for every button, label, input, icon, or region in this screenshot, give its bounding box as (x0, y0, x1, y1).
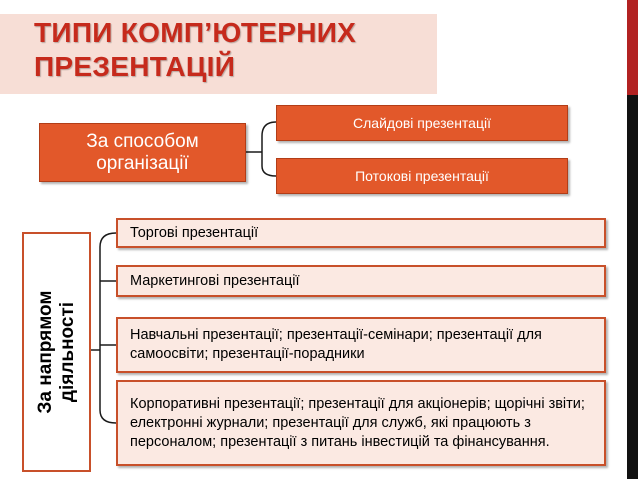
activity-item-label: Навчальні презентації; презентації-семінари; презентації для самоосвіти; презентації-порадники (130, 327, 542, 362)
activity-connector-bracket (100, 233, 116, 423)
activity-category-box (23, 233, 90, 471)
activity-item-label: Корпоративні презентації; презентації для акціонерів; щорічні звіти; електронні журнали; презентації для служб, які працюють з персоналом; презентації з питань інвестицій та фінансування. (130, 395, 585, 450)
organization-item-label: Слайдові презентації (353, 115, 491, 131)
organization-category-label: За способом організації (86, 130, 199, 174)
activity-item-label: Маркетингові презентації (130, 272, 300, 289)
organization-item-slides (276, 105, 568, 141)
activity-item-marketing (116, 265, 606, 297)
title-line-1: ТИПИ КОМП’ЮТЕРНИХ (34, 17, 357, 48)
activity-item-education (116, 317, 606, 373)
activity-item-trade (116, 218, 606, 248)
activity-item-label: Торгові презентації (130, 224, 259, 241)
activity-category-label: За напрямом діяльності (34, 290, 78, 414)
activity-item-corporate (116, 380, 606, 466)
organization-item-label: Потокові презентації (355, 168, 489, 184)
organization-item-flow (276, 158, 568, 194)
organization-category-box (39, 123, 246, 182)
org-connector-bracket (262, 122, 276, 176)
title-line-2: ПРЕЗЕНТАЦІЙ (34, 51, 236, 82)
